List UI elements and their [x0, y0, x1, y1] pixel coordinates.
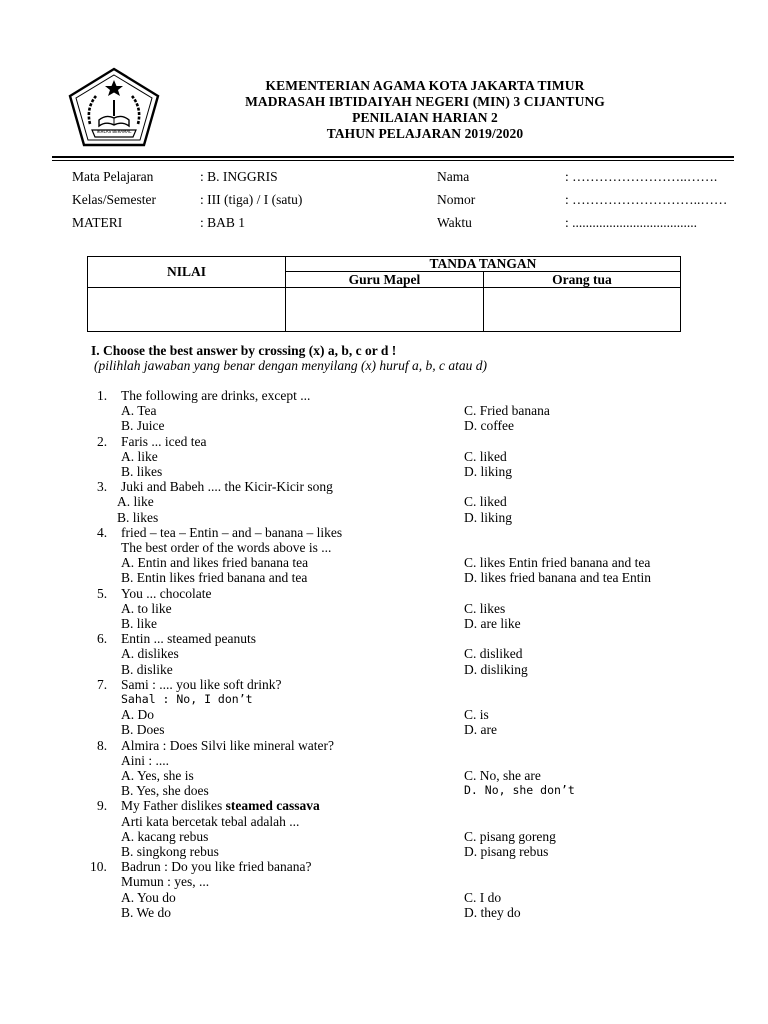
info-name-field[interactable]: : ……………………..…….	[565, 169, 718, 184]
option-c: C. is	[464, 707, 489, 723]
option-d: D. No, she don’t	[464, 783, 575, 798]
question-bold-phrase: steamed cassava	[225, 798, 320, 814]
question-text: Sami : .... you like soft drink?	[121, 676, 282, 692]
option-a: A. Do	[121, 707, 154, 723]
option-c: C. liked	[464, 448, 507, 464]
instruction-main: I. Choose the best answer by crossing (x) a, b, c or d !	[91, 343, 397, 358]
info-subject-label: Mata Pelajaran	[72, 169, 154, 184]
question-subtext: Mumun : yes, ...	[121, 874, 210, 890]
header-school: MADRASAH IBTIDAIYAH NEGERI (MIN) 3 CIJANTUNG	[245, 94, 605, 109]
header-ministry: KEMENTERIAN AGAMA KOTA JAKARTA TIMUR	[265, 78, 585, 93]
option-a: A. Tea	[121, 403, 157, 419]
option-b: B. likes	[117, 509, 159, 525]
header-rule-thick	[52, 156, 734, 158]
question-number: 3.	[97, 479, 108, 495]
question-text: The following are drinks, except ...	[121, 388, 311, 403]
option-a: A. dislikes	[121, 646, 179, 662]
option-a: A. like	[117, 494, 154, 510]
header-exam: PENILAIAN HARIAN 2	[352, 110, 498, 125]
info-number-field[interactable]: : ………………………..……	[565, 192, 728, 207]
option-c: C. I do	[464, 889, 502, 905]
logo-motto-text: IKHLAS BERAMAL	[96, 129, 132, 134]
option-b: B. We do	[121, 904, 172, 920]
question-number: 5.	[97, 585, 108, 601]
option-c: C. pisang goreng	[464, 828, 556, 844]
option-b: B. likes	[121, 464, 163, 479]
option-b: B. Entin likes fried banana and tea	[121, 570, 308, 586]
question-number: 6.	[97, 631, 108, 647]
info-number-label: Nomor	[437, 192, 476, 207]
option-d: D. are	[464, 722, 497, 738]
option-c: C. likes	[464, 600, 506, 616]
nilai-header-cell	[88, 257, 286, 288]
info-subject-value: : B. INGGRIS	[200, 169, 278, 184]
nilai-label: NILAI	[166, 264, 206, 279]
parent-signature-box[interactable]	[484, 288, 680, 331]
question-text: Juki and Babeh .... the Kicir-Kicir song	[121, 479, 333, 495]
teacher-signature-box[interactable]	[286, 288, 484, 331]
option-a: A. Yes, she is	[121, 768, 194, 783]
instruction-sub: (pilihlah jawaban yang benar dengan menyilang (x) huruf a, b, c atau d)	[94, 358, 487, 373]
option-c: C. likes Entin fried banana and tea	[464, 555, 651, 571]
option-c: C. Fried banana	[464, 403, 550, 419]
info-class-label: Kelas/Semester	[72, 192, 156, 207]
question-subtext: Arti kata bercetak tebal adalah ...	[121, 813, 300, 829]
info-class-value: : III (tiga) / I (satu)	[200, 192, 303, 207]
question-text: Entin ... steamed peanuts	[121, 631, 256, 647]
option-b: B. dislike	[121, 661, 173, 677]
option-d: D. pisang rebus	[464, 844, 549, 859]
question-number: 10.	[90, 859, 107, 875]
madrasah-logo	[66, 66, 162, 148]
question-number: 9.	[97, 798, 108, 814]
option-d: D. liking	[464, 464, 513, 479]
question-subtext: Aini : ....	[121, 752, 170, 768]
header-year: TAHUN PELAJARAN 2019/2020	[326, 126, 524, 141]
question-text: Almira : Does Silvi like mineral water?	[121, 737, 334, 753]
parent-header-cell	[484, 272, 680, 288]
question-number: 2.	[97, 433, 108, 449]
option-d: D. liking	[464, 509, 513, 525]
info-material-value: : BAB 1	[200, 215, 246, 230]
question-text: fried – tea – Entin – and – banana – likes	[121, 524, 343, 540]
question-text: Badrun : Do you like fried banana?	[121, 859, 312, 875]
question-number: 1.	[97, 388, 108, 403]
question-number: 7.	[97, 676, 108, 692]
question-subtext: Sahal : No, I don’t	[121, 692, 253, 706]
score-signature-table	[87, 256, 681, 332]
teacher-label: Guru Mapel	[348, 272, 421, 287]
option-d: D. likes fried banana and tea Entin	[464, 570, 652, 586]
question-number: 8.	[97, 737, 108, 753]
question-text: Faris ... iced tea	[121, 433, 207, 449]
option-b: B. singkong rebus	[121, 844, 219, 859]
parent-label: Orang tua	[552, 272, 612, 287]
signature-label: TANDA TANGAN	[429, 256, 537, 271]
option-d: D. they do	[464, 904, 521, 920]
option-b: B. Juice	[121, 418, 165, 434]
option-d: D. disliking	[464, 661, 528, 677]
teacher-header-cell	[286, 272, 484, 288]
option-c: C. liked	[464, 494, 507, 510]
option-c: C. No, she are	[464, 768, 541, 783]
question-text: You ... chocolate	[121, 585, 212, 601]
question-subtext: The best order of the words above is ...	[121, 540, 332, 555]
score-box[interactable]	[88, 288, 286, 331]
option-b: B. Does	[121, 722, 165, 738]
info-name-label: Nama	[437, 169, 470, 184]
option-d: D. are like	[464, 616, 521, 631]
signature-header-cell	[286, 257, 680, 272]
info-time-field[interactable]: : .....................................	[565, 215, 698, 230]
option-a: A. to like	[121, 600, 172, 616]
option-a: A. kacang rebus	[121, 828, 209, 844]
option-a: A. like	[121, 448, 158, 464]
info-time-label: Waktu	[437, 215, 472, 230]
header-rule-thin	[52, 160, 734, 161]
question-number: 4.	[97, 524, 108, 540]
option-b: B. Yes, she does	[121, 783, 209, 799]
option-a: A. You do	[121, 889, 176, 905]
option-a: A. Entin and likes fried banana tea	[121, 555, 309, 571]
option-b: B. like	[121, 616, 157, 631]
question-text: My Father dislikes steamed cassava	[121, 798, 320, 814]
info-material-label: MATERI	[72, 215, 123, 230]
option-c: C. disliked	[464, 646, 523, 662]
option-d: D. coffee	[464, 418, 514, 434]
